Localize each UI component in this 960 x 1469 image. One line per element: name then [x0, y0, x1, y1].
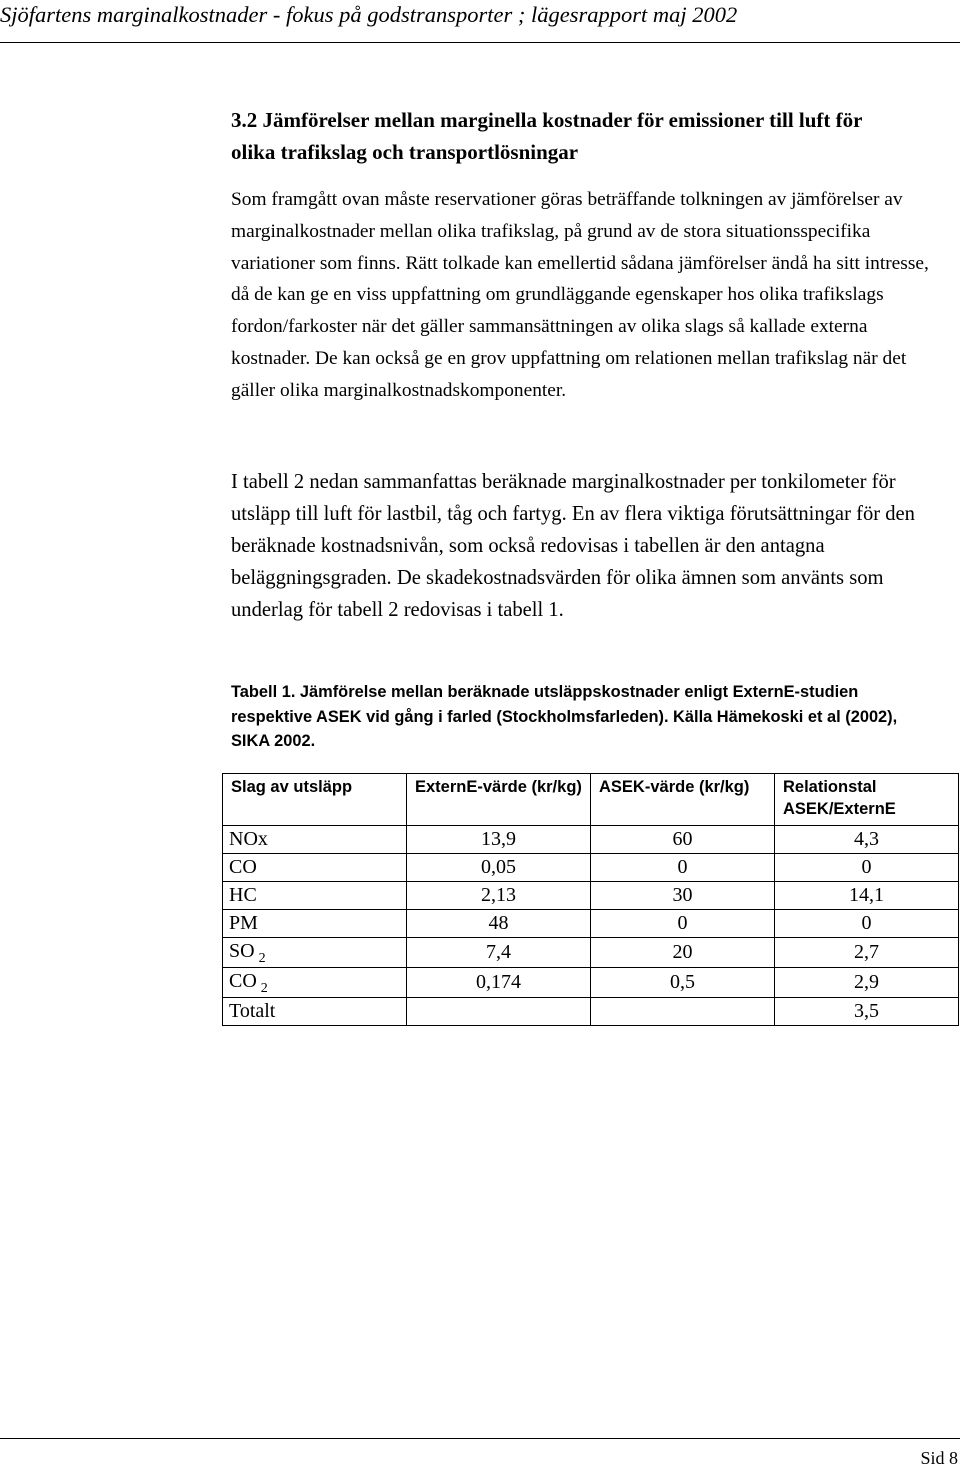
header-asek-varde: ASEK-värde (kr/kg): [591, 774, 775, 826]
cell-ratio-value: 2,7: [775, 938, 959, 968]
table-row: [223, 882, 959, 910]
running-header-title: Sjöfartens marginalkostnader - fokus på godstransporter ; lägesrapport maj 2002: [0, 2, 738, 27]
cell-asek-value: 60: [591, 826, 775, 854]
body-paragraph-2: I tabell 2 nedan sammanfattas beräknade marginalkostnader per tonkilometer för utsläpp till luft för lastbil, tåg och fartyg. En av flera viktiga förutsättningar för den beräknade kostnadsnivån, som också redovisas i tabellen är den antagna beläggningsgraden. De skadekostnadsvärden för olika ämnen som använts som underlag för tabell 2 redovisas i tabell 1.: [231, 471, 915, 621]
cell-externe-value: 7,4: [407, 938, 591, 968]
cell-asek-value: 30: [591, 882, 775, 910]
section-heading-line-1: 3.2 Jämförelser mellan marginella kostnader för emissioner till luft för: [231, 108, 863, 132]
table-row: [223, 910, 959, 938]
table-row: [223, 998, 959, 1026]
cell-asek-value: [591, 998, 775, 1026]
cell-ratio-value: 2,9: [775, 968, 959, 998]
emission-name: Totalt: [229, 1000, 276, 1022]
cell-ratio-value: 3,5: [775, 998, 959, 1026]
cell-ratio-value: 0: [775, 910, 959, 938]
table-body: [223, 826, 959, 1026]
emissions-table-container: [222, 773, 959, 1026]
emission-name: HC: [229, 884, 257, 906]
cell-externe-value: 0,05: [407, 854, 591, 882]
emission-name: CO: [229, 856, 257, 878]
cell-emission-type: [223, 938, 407, 968]
emission-name: NOx: [229, 828, 268, 850]
cell-emission-type: [223, 910, 407, 938]
body-paragraph-1: Som framgått ovan måste reservationer göras beträffande tolkningen av jämförelser av marginalkostnader mellan olika trafikslag, på grund av de stora situationsspecifika variationer som finns. Rätt tolkade kan emellertid sådana jämförelser ändå ha sitt intresse, då de kan ge en viss uppfattning om grundläggande egenskaper hos olika trafikslags fordon/farkoster när det gäller sammansättningen av olika slags så kallade externa kostnader. De kan också ge en grov uppfattning om relationen mellan trafikslag när det gäller olika marginalkostnadskomponenter.: [231, 189, 929, 401]
cell-asek-value: 0,5: [591, 968, 775, 998]
section-heading-line-2: olika trafikslag och transportlösningar: [231, 140, 579, 164]
table-row: [223, 826, 959, 854]
cell-emission-type: [223, 826, 407, 854]
footer-rule: [0, 1438, 960, 1439]
header-rule: [0, 42, 960, 43]
cell-ratio-value: 14,1: [775, 882, 959, 910]
cell-externe-value: 2,13: [407, 882, 591, 910]
page-number: Sid 8: [920, 1448, 958, 1468]
header-slag-av-utslapp: Slag av utsläpp: [223, 774, 407, 826]
emissions-table: [222, 773, 959, 1026]
emission-name: CO: [229, 970, 257, 992]
cell-externe-value: 13,9: [407, 826, 591, 854]
cell-emission-type: [223, 854, 407, 882]
cell-externe-value: [407, 998, 591, 1026]
header-relationstal: Relationstal ASEK/ExternE: [775, 774, 959, 826]
cell-ratio-value: 0: [775, 854, 959, 882]
cell-emission-type: [223, 968, 407, 998]
emission-name: PM: [229, 912, 258, 934]
cell-emission-type: [223, 998, 407, 1026]
cell-emission-type: [223, 882, 407, 910]
section-heading: [231, 104, 956, 168]
table-row: [223, 854, 959, 882]
emission-name: SO: [229, 940, 255, 962]
table-row: [223, 968, 959, 998]
cell-asek-value: 20: [591, 938, 775, 968]
cell-asek-value: 0: [591, 854, 775, 882]
cell-asek-value: 0: [591, 910, 775, 938]
cell-ratio-value: 4,3: [775, 826, 959, 854]
header-externe-varde: ExternE-värde (kr/kg): [407, 774, 591, 826]
cell-externe-value: 48: [407, 910, 591, 938]
table-header-row: [223, 774, 959, 826]
cell-externe-value: 0,174: [407, 968, 591, 998]
table-caption: Tabell 1. Jämförelse mellan beräknade utsläppskostnader enligt ExternE-studien respektive ASEK vid gång i farled (Stockholmsfarleden). Källa Hämekoski et al (2002), SIKA 2002.: [231, 683, 898, 750]
table-row: [223, 938, 959, 968]
emission-subscript: 2: [258, 951, 266, 966]
emission-subscript: 2: [260, 981, 268, 996]
